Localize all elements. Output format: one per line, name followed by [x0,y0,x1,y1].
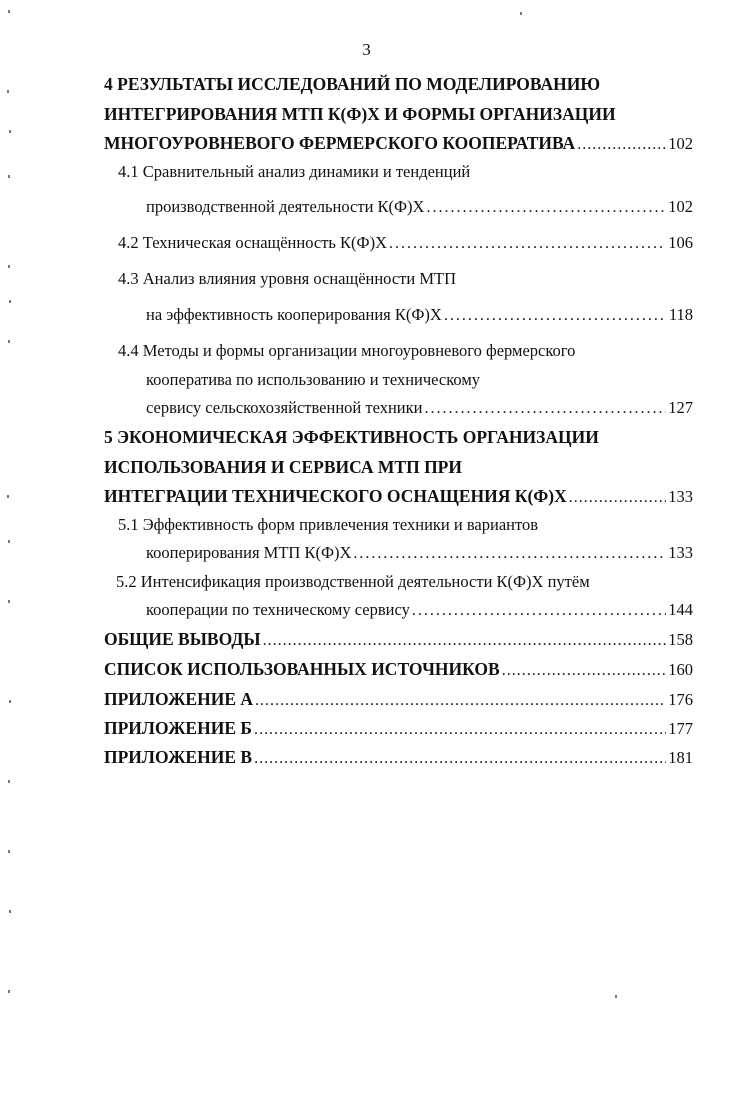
toc-s5-2-line2: кооперации по техническому сервису [146,600,410,619]
leader-dots [502,660,667,682]
toc-appendix-v-title: ПРИЛОЖЕНИЕ В [104,747,253,767]
leader-dots [426,197,666,219]
toc-appendix-b-page: 177 [668,719,693,738]
page-number: 3 [362,40,371,59]
leader-dots [254,748,666,770]
toc-s4-2-entry[interactable] [118,232,693,255]
toc-s5-1-page: 133 [668,543,693,562]
toc-s5-2-line1: 5.2 Интенсификация производственной деятельности К(Ф)Х путём [116,572,590,591]
toc-s4-4-line3: сервису сельскохозяйственной техники [146,398,423,417]
toc-appendix-b-title: ПРИЛОЖЕНИЕ Б [104,718,252,738]
leader-dots [444,305,667,327]
toc-s4-3-entry[interactable] [146,304,693,327]
toc-s5-1-line2: кооперирования МТП К(Ф)Х [146,543,352,562]
toc-s5-2-entry[interactable] [146,599,693,622]
toc-appendix-a-title: ПРИЛОЖЕНИЕ А [104,689,254,709]
toc-appendix-v-entry[interactable] [104,746,693,770]
toc-s4-1-line1: 4.1 Сравнительный анализ динамики и тенденций [118,162,471,181]
toc-s4-4-page: 127 [668,398,693,417]
toc-s4-1-line2: производственной деятельности К(Ф)Х [146,197,425,216]
toc-ch5-line1: 5 ЭКОНОМИЧЕСКАЯ ЭФФЕКТИВНОСТЬ ОРГАНИЗАЦИИ [104,427,599,447]
toc-ch5-line3: ИНТЕГРАЦИИ ТЕХНИЧЕСКОГО ОСНАЩЕНИЯ К(Ф)Х [104,486,567,506]
leader-dots [424,398,666,420]
leader-dots [577,134,666,156]
leader-dots [412,600,666,622]
toc-references-page: 160 [668,660,693,679]
toc-s4-3-line1: 4.3 Анализ влияния уровня оснащённости МТП [118,269,457,288]
toc-ch4-line3: МНОГОУРОВНЕВОГО ФЕРМЕРСКОГО КООПЕРАТИВА [104,133,576,153]
leader-dots [254,719,666,741]
toc-s4-3-line2: на эффективность кооперирования К(Ф)Х [146,305,442,324]
toc-conclusions-page: 158 [668,630,693,649]
toc-conclusions-title: ОБЩИЕ ВЫВОДЫ [104,629,261,649]
toc-s4-2-page: 106 [668,233,693,252]
toc-s4-1-entry[interactable] [146,196,693,219]
leader-dots [389,233,666,255]
toc-ch5-line2: ИСПОЛЬЗОВАНИЯ И СЕРВИСА МТП ПРИ [104,457,462,477]
toc-references-title: СПИСОК ИСПОЛЬЗОВАННЫХ ИСТОЧНИКОВ [104,659,500,679]
toc-appendix-v-page: 181 [668,748,693,767]
toc-s4-3-page: 118 [668,305,693,324]
toc-s4-2-line1: 4.2 Техническая оснащённость К(Ф)Х [118,233,387,252]
toc-s4-4-line1: 4.4 Методы и формы организации многоуровневого фермерского [118,341,576,360]
toc-appendix-a-page: 176 [668,690,693,709]
toc-s4-1-page: 102 [668,197,693,216]
toc-ch5-page: 133 [668,487,693,506]
toc-appendix-a-entry[interactable] [104,688,693,712]
toc-ch4-line1: 4 РЕЗУЛЬТАТЫ ИССЛЕДОВАНИЙ ПО МОДЕЛИРОВАНИЮ [104,74,601,94]
leader-dots [353,543,666,565]
toc-ch4-line2: ИНТЕГРИРОВАНИЯ МТП К(Ф)Х И ФОРМЫ ОРГАНИЗАЦИИ [104,104,616,124]
toc-appendix-b-entry[interactable] [104,717,693,741]
toc-ch5-entry[interactable] [104,485,693,509]
toc-s5-1-entry[interactable] [146,542,693,565]
toc-references-entry[interactable] [104,658,693,682]
leader-dots [569,487,666,509]
leader-dots [255,690,666,712]
toc-s5-2-page: 144 [668,600,693,619]
toc-ch4-entry[interactable] [104,132,693,156]
toc-conclusions-entry[interactable] [104,628,693,652]
leader-dots [263,630,667,652]
toc-s5-1-line1: 5.1 Эффективность форм привлечения техники и вариантов [118,515,539,534]
toc-s4-4-entry[interactable] [146,397,693,420]
toc-s4-4-line2: кооператива по использованию и техническому [146,370,481,389]
toc-ch4-page: 102 [668,134,693,153]
